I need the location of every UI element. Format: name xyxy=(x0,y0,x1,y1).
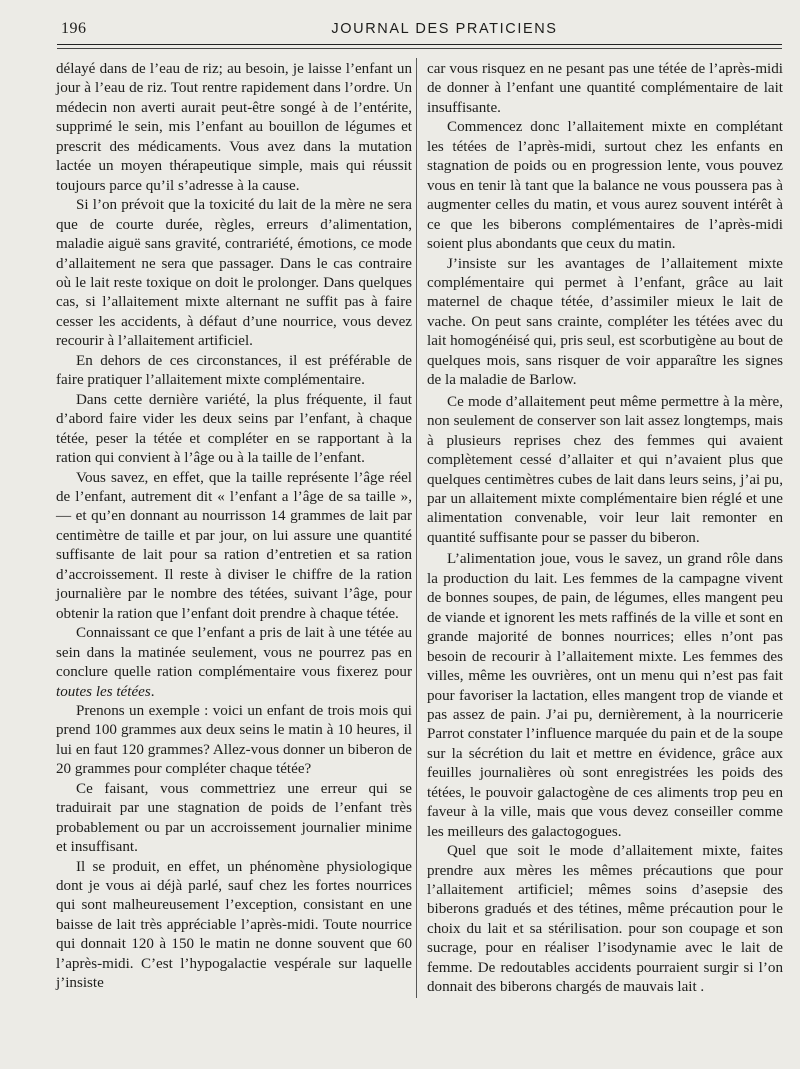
paragraph: Il se produit, en effet, un phénomène physiologique dont je vous ai déjà parlé, sauf chez les fortes nourrices qui sont malheureusement l’exception, consistant en une baisse de lait très appréciable l’après-midi. Toute nourrice qui donnait 120 à 150 le matin ne donne souvent que 60 l’après-midi. C’est l’hypogalactie vespérale sur laquelle j’insiste xyxy=(56,858,412,992)
paragraph: Ce faisant, vous commettriez une erreur qui se traduirait par une stagnation de poids de l’enfant très probablement ou par un accroissement journalier minime et insuffisant. xyxy=(56,780,412,856)
paragraph: délayé dans de l’eau de riz; au besoin, je laisse l’enfant un jour à l’eau de riz. Tout rentre rapidement dans l’ordre. Un médecin non averti aurait peut-être songé à de l’entérite, supprimé le sein, mis l’enfant au bouillon de légumes et prescrit des médicaments. Vous avez dans la mutation lactée un moyen thérapeutique simple, mais qui réussit toujours parce qu’il s’adresse à la cause. xyxy=(56,61,412,194)
left-column xyxy=(56,60,412,994)
paragraph: En dehors de ces circonstances, il est préférable de faire pratiquer l’allaitement mixte complémentaire. xyxy=(56,352,412,389)
paragraph: Vous savez, en effet, que la taille représente l’âge réel de l’enfant, autrement dit « l’enfant a l’âge de sa taille », — et qu’en donnant au nourrisson 14 grammes de lait par centimètre de taille et par jour, on lui assure une quantité suffisante de lait pour sa ration d’entretien et sa ration d’accroissement. Il reste à diviser le chiffre de la ration journalière par le nombre des tétées, suivant l’âge, pour obtenir la ration que l’enfant doit prendre à chaque tétée. xyxy=(56,469,412,622)
column-divider xyxy=(416,58,417,998)
journal-title: JOURNAL DES PRATICIENS xyxy=(331,21,558,37)
paragraph: Quel que soit le mode d’allaitement mixte, faites prendre aux mères les mêmes précautions que pour l’allaitement artificiel; mêmes soins d’asepsie des biberons gradués et des tétines, même précaution pour le choix du lait et sa stérilisation. pour son coupage et son sucrage, pour en réaliser l’isodynamie avec le lait de femme. De redoutables accidents pourraient surgir si l’on donnait des biberons chargés de mauvais lait . xyxy=(427,843,783,996)
paragraph: Ce mode d’allaitement peut même permettre à la mère, non seulement de conserver son lait assez longtemps, mais à plusieurs reprises chez des femmes qui avaient complètement cessé d’allaiter et qui n’avaient plus que quelques centimètres cubes de lait dans leurs seins, j’ai pu, par un allaitement mixte complémentaire bien réglé et une alimentation convenable, voir leur lait remonter en quantité suffisante pour se passer du biberon. xyxy=(427,393,783,546)
right-column xyxy=(427,60,783,998)
paragraph: Connaissant ce que l’enfant a pris de lait à une tétée au sein dans la matinée seulement, vous ne pourrez pas en conclure quelle ration complémentaire vous fixerez pour toutes les tétées. xyxy=(56,625,412,700)
paragraph: L’alimentation joue, vous le savez, un grand rôle dans la production du lait. Les femmes de la campagne vivent de bonnes soupes, de pain, de légumes, elles mangent peu de viande et ignorent les mets raffinés de la ville et sont en grande majorité de bonnes nourrices; elles n’ont pas besoin de recourir à l’allaitement mixte. Les femmes des villes, même les ouvrières, ont un menu qui n’est pas fait pour favoriser la lactation, elles mangent trop de viande et pas assez de pain. J’ai pu, dernièrement, à la nourricerie Parrot constater l’influence marquée du pain et de la soupe sur la sécrétion du lait et mettre en évidence, grâce aux feuilles journalières où sont enregistrées les poids des tétées, le pouvoir galactogène de ces aliments trop peu en faveur à la ville, mais que vous devez conseiller comme les meilleurs des galactogogues. xyxy=(427,551,783,840)
paragraph: car vous risquez en ne pesant pas une tétée de l’après-midi de donner à l’enfant une quantité complémentaire de lait insuffisante. xyxy=(427,61,783,116)
paragraph: Prenons un exemple : voici un enfant de trois mois qui prend 100 grammes aux deux seins le matin à 10 heures, il lui en faut 120 grammes? Allez-vous donner un biberon de 20 grammes pour compléter chaque tétée? xyxy=(56,702,412,778)
paragraph: Commencez donc l’allaitement mixte en complétant les tétées de l’après-midi, surtout chez les enfants en stagnation de poids ou en progression lente, vous pouvez vous en tenir là tant que la balance ne vous poussera pas à augmenter celles du matin, et vous aurez souvent intérêt à ce que les biberons complémentaires de l’après-midi soient plus abondants que ceux du matin. xyxy=(427,119,783,253)
paragraph: Dans cette dernière variété, la plus fréquente, il faut d’abord faire vider les deux seins par l’enfant, à chaque tétée, peser la tétée et compléter en se rapportant à la ration qui convient à l’âge ou à la taille de l’enfant. xyxy=(56,391,412,467)
page-number: 196 xyxy=(61,20,87,37)
paragraph: Si l’on prévoit que la toxicité du lait de la mère ne sera que de courte durée, règles, erreurs d’alimentation, maladie aiguë sans gravité, contrariété, émotions, ce mode d’allaitement ne sera que passager. Dans le cas contraire où le lait reste toxique on doit le prolonger. Dans quelques cas, si l’allaitement mixte alternant ne suffit pas à faire cesser les accidents, à défaut d’une nourrice, vous devez recourir à l’allaitement artificiel. xyxy=(56,197,412,350)
paragraph: J’insiste sur les avantages de l’allaitement mixte complémentaire qui permet à l’enfant, grâce au lait maternel de chaque tétée, d’assimiler mieux le lait de vache. On peut sans crainte, compléter les tétées avec du lait homogénéisé qui, pris seul, est scorbutigène au bout de quelques mois, sans risquer de voir apparaître les signes de la maladie de Barlow. xyxy=(427,255,783,389)
header-rule xyxy=(57,44,782,45)
header-rule-thin xyxy=(57,48,782,49)
running-header xyxy=(57,18,782,46)
